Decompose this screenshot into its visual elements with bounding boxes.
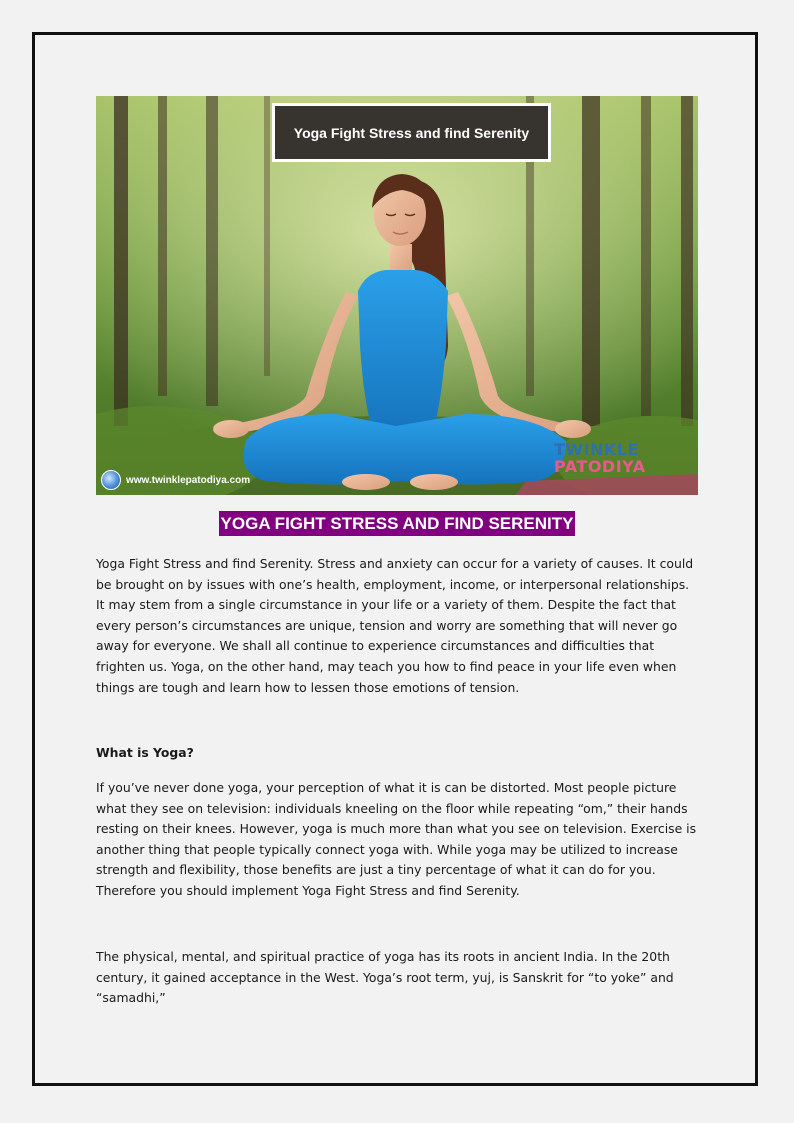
globe-icon <box>101 470 121 490</box>
main-heading: YOGA FIGHT STRESS AND FIND SERENITY <box>219 511 576 536</box>
brand-logo <box>548 440 688 480</box>
watermark <box>101 470 250 490</box>
brand-word-1: TWINKLE <box>554 440 639 459</box>
section-title: What is Yoga? <box>96 745 194 760</box>
hero-banner-title: Yoga Fight Stress and find Serenity <box>272 103 551 162</box>
watermark-url: www.twinklepatodiya.com <box>126 474 251 486</box>
body-paragraph-3: The physical, mental, and spiritual practice of yoga has its roots in ancient India. In the 20th century, it gained acceptance in the West. Yoga’s root term, yuj, is Sanskrit for “to yoke” and “samadhi,” <box>96 949 674 1006</box>
brand-word-2: PATODIYA <box>554 457 646 476</box>
body-paragraph-2: If you’ve never done yoga, your perception of what it is can be distorted. Most people picture what they see on television: individuals kneeling on the floor while repeating “om,” their hands resting on their knees. However, yoga is much more than what you see on television. Exercise is another thing that people typically connect yoga with. While yoga may be utilized to increase strength and flexibility, those benefits are just a tiny percentage of what it can do for you. Therefore you should implement Yoga Fight Stress and find Serenity. <box>96 780 697 898</box>
intro-paragraph: Yoga Fight Stress and find Serenity. Stress and anxiety can occur for a variety of causes. It could be brought on by issues with one’s health, employment, income, or interpersonal relationships. It may stem from a single circumstance in your life or a variety of them. Despite the fact that every person’s circumstances are unique, tension and worry are something that will never go away for everyone. We shall all continue to experience circumstances and difficulties that frighten us. Yoga, on the other hand, may teach you how to find peace in your life even when things are tough and learn how to lessen those emotions of tension. <box>96 556 694 695</box>
heading-container <box>96 511 698 536</box>
